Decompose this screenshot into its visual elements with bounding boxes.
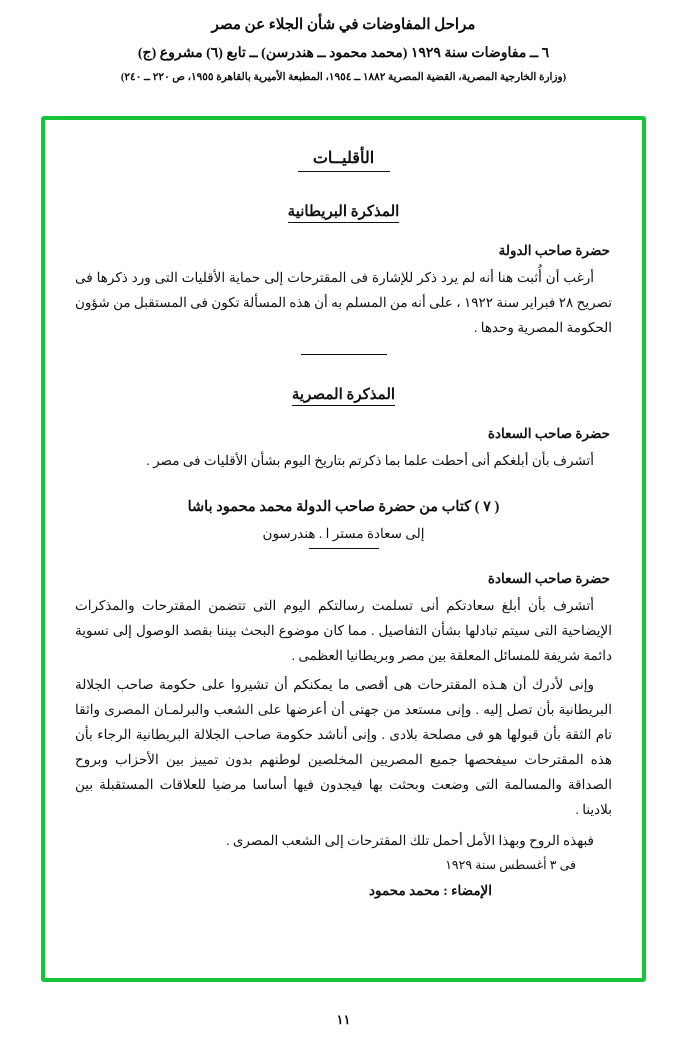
letter-signature: الإمضاء : محمد محمود bbox=[368, 883, 492, 898]
letter-salutation: حضرة صاحب السعادة bbox=[487, 571, 610, 586]
egyptian-memo-heading-text: المذكرة المصرية bbox=[292, 387, 395, 406]
letter-paragraph-1: أتشرف بأن أبلغ سعادتكم أنى تسلمت رسالتكم اليوم التى تتضمن المقترحات والمذكرات الإيضاحية التى سيتم تبادلها بشأن التفاصيل . مما كان موضوع البحث بيننا بقصد الوصول إلى تسوية دائمة شريفة للمسائل المعلقة بين مصر وبريطانيا العظمى . bbox=[75, 598, 612, 663]
letter-date: فى ٣ أغسطس سنة ١٩٢٩ bbox=[445, 858, 576, 872]
british-memo-heading-text: المذكرة البريطانية bbox=[288, 204, 400, 223]
document-body bbox=[45, 120, 642, 978]
british-memo-salutation: حضرة صاحب الدولة bbox=[498, 243, 610, 258]
header-title-line: مراحل المفاوضات في شأن الجلاء عن مصر bbox=[211, 17, 476, 33]
british-memo-heading bbox=[75, 202, 612, 221]
egyptian-memo-heading bbox=[75, 385, 612, 404]
letter-addressee: إلى سعادة مستر ا . هندرسون bbox=[262, 526, 425, 541]
header-source-line: (وزارة الخارجية المصرية، القضية المصرية ١٨٨٢ ــ ١٩٥٤، المطبعة الأميرية بالقاهرة ١٩٥٥، ص ٢٢٠ ــ ٢٤٠) bbox=[120, 72, 567, 83]
page-header bbox=[0, 0, 687, 86]
section-separator-2 bbox=[309, 548, 379, 549]
page-number: ١١ bbox=[336, 1012, 351, 1027]
title-underline bbox=[298, 171, 390, 172]
section-separator-1 bbox=[301, 354, 387, 355]
british-memo-paragraph: أرغب أن أُثبت هنا أنه لم يرد ذكر للإشارة فى المقترحات إلى حماية الأقليات التى ورد ذكرها فى تصريح ٢٨ فبراير سنة ١٩٢٢ ، على أنه من المسلم به أن هذه المسألة تكون فى المستقبل من شؤون الحكومة المصرية وحدها . bbox=[75, 270, 613, 335]
letter-number-heading: ( ٧ ) كتاب من حضرة صاحب الدولة محمد محمود باشا bbox=[187, 499, 500, 515]
letter-paragraph-2: وإنى لأدرك أن هـذه المقترحات هى أقصى ما يمكنكم أن تشيروا على حكومة صاحب الجلالة البريطانية بأن تصل إليه . وإنى مستعد من جهتى أن أعرضها على الشعب والبرلمـان المصرى واثقا تام الثقة بأن قبولها هو فى مصلحة بلادى . وإنى أناشد حكومة صاحب الجلالة البريطانية الرجاء بأن هذه المقترحات سيفحصها جميع المصريين المخلصين لوطنهم بدون تمييز بين الأحزاب وبروح الصداقة والمسالمة التى وضعت وبحثت بها فيجدون فيها أساسا مرضيا للعلاقات المستقبلة بين بلادينا . bbox=[75, 677, 612, 817]
green-document-frame bbox=[41, 116, 646, 982]
egyptian-memo-paragraph: أتشرف بأن أبلغكم أنى أحطت علما بما ذكرتم بتاريخ اليوم بشأن الأقليات فى مصر . bbox=[146, 453, 594, 468]
egyptian-memo-salutation: حضرة صاحب السعادة bbox=[487, 426, 610, 441]
document-title: الأقليــات bbox=[312, 150, 375, 167]
letter-paragraph-3: فبهذه الروح وبهذا الأمل أحمل تلك المقترحات إلى الشعب المصرى . bbox=[226, 833, 594, 848]
header-subtitle-line: ٦ ــ مفاوضات سنة ١٩٢٩ (محمد محمود ــ هندرسن) ــ تابع (٦) مشروع (ج) bbox=[137, 46, 550, 61]
